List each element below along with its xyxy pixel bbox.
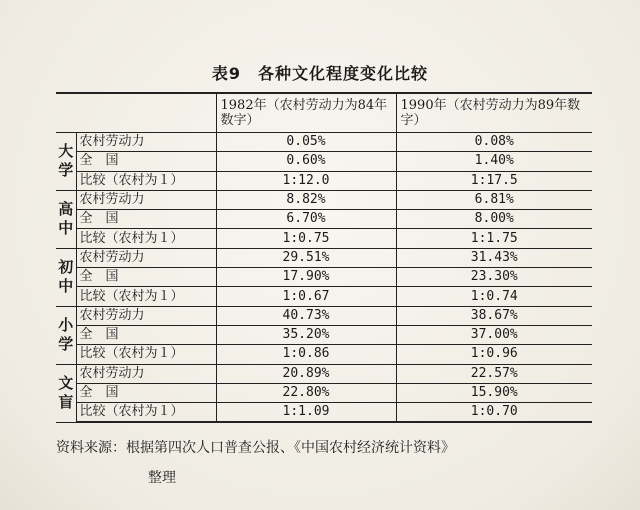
row-label: 比较（农村为１） [76, 403, 216, 423]
category-label: 文 盲 [56, 364, 76, 422]
row-label: 比较（农村为１） [76, 287, 216, 306]
header-1990: 1990年（农村劳动力为89年数字） [396, 93, 592, 133]
value-1982: 29.51% [216, 248, 396, 267]
row-label: 农村劳动力 [76, 364, 216, 383]
value-1982: 1:0.86 [216, 345, 396, 364]
header-1982: 1982年（农村劳动力为84年数字） [216, 93, 396, 133]
value-1982: 6.70% [216, 210, 396, 229]
table-row [56, 287, 592, 306]
row-label: 农村劳动力 [76, 306, 216, 325]
category-label: 大 学 [56, 133, 76, 191]
category-label: 小 学 [56, 306, 76, 364]
header-row [56, 93, 592, 133]
source-line-2: 整理 [148, 470, 176, 486]
row-label: 比较（农村为１） [76, 345, 216, 364]
value-1990: 6.81% [396, 190, 592, 209]
table-row [56, 229, 592, 248]
table-row [56, 268, 592, 287]
table-row [56, 383, 592, 402]
value-1982: 1:0.75 [216, 229, 396, 248]
value-1990: 1:0.74 [396, 287, 592, 306]
row-label: 比较（农村为１） [76, 229, 216, 248]
table-title: 表9 各种文化程度变化比较 [211, 64, 429, 83]
row-label: 全 国 [76, 210, 216, 229]
row-label: 全 国 [76, 268, 216, 287]
value-1990: 23.30% [396, 268, 592, 287]
category-label: 高 中 [56, 190, 76, 248]
value-1982: 35.20% [216, 325, 396, 344]
row-label: 农村劳动力 [76, 133, 216, 152]
table-row [56, 345, 592, 364]
value-1990: 1.40% [396, 152, 592, 171]
row-label: 农村劳动力 [76, 190, 216, 209]
value-1982: 40.73% [216, 306, 396, 325]
value-1982: 17.90% [216, 268, 396, 287]
value-1990: 38.67% [396, 306, 592, 325]
table-row [56, 248, 592, 267]
value-1990: 0.08% [396, 133, 592, 152]
value-1982: 20.89% [216, 364, 396, 383]
value-1990: 37.00% [396, 325, 592, 344]
value-1990: 1:0.96 [396, 345, 592, 364]
row-label: 全 国 [76, 383, 216, 402]
row-label: 比较（农村为１） [76, 171, 216, 190]
comparison-table [56, 92, 592, 423]
value-1982: 8.82% [216, 190, 396, 209]
table-row [56, 152, 592, 171]
table-row [56, 403, 592, 423]
row-label: 全 国 [76, 325, 216, 344]
row-label: 农村劳动力 [76, 248, 216, 267]
value-1990: 22.57% [396, 364, 592, 383]
category-label: 初 中 [56, 248, 76, 306]
table-row [56, 364, 592, 383]
value-1982: 0.60% [216, 152, 396, 171]
table-row [56, 171, 592, 190]
source-note [56, 433, 596, 493]
header-blank-cell [56, 93, 216, 133]
value-1990: 1:0.70 [396, 403, 592, 423]
value-1982: 0.05% [216, 133, 396, 152]
value-1990: 1:1.75 [396, 229, 592, 248]
value-1990: 15.90% [396, 383, 592, 402]
value-1990: 31.43% [396, 248, 592, 267]
source-line-1: 资料来源：根据第四次人口普查公报、《中国农村经济统计资料》 [56, 440, 455, 456]
value-1982: 1:0.67 [216, 287, 396, 306]
value-1982: 1:12.0 [216, 171, 396, 190]
table-row [56, 190, 592, 209]
value-1990: 1:17.5 [396, 171, 592, 190]
table-row [56, 306, 592, 325]
table-row [56, 133, 592, 152]
table-row [56, 210, 592, 229]
table-row [56, 325, 592, 344]
value-1982: 22.80% [216, 383, 396, 402]
value-1990: 8.00% [396, 210, 592, 229]
row-label: 全 国 [76, 152, 216, 171]
table-body [56, 133, 592, 423]
value-1982: 1:1.09 [216, 403, 396, 423]
